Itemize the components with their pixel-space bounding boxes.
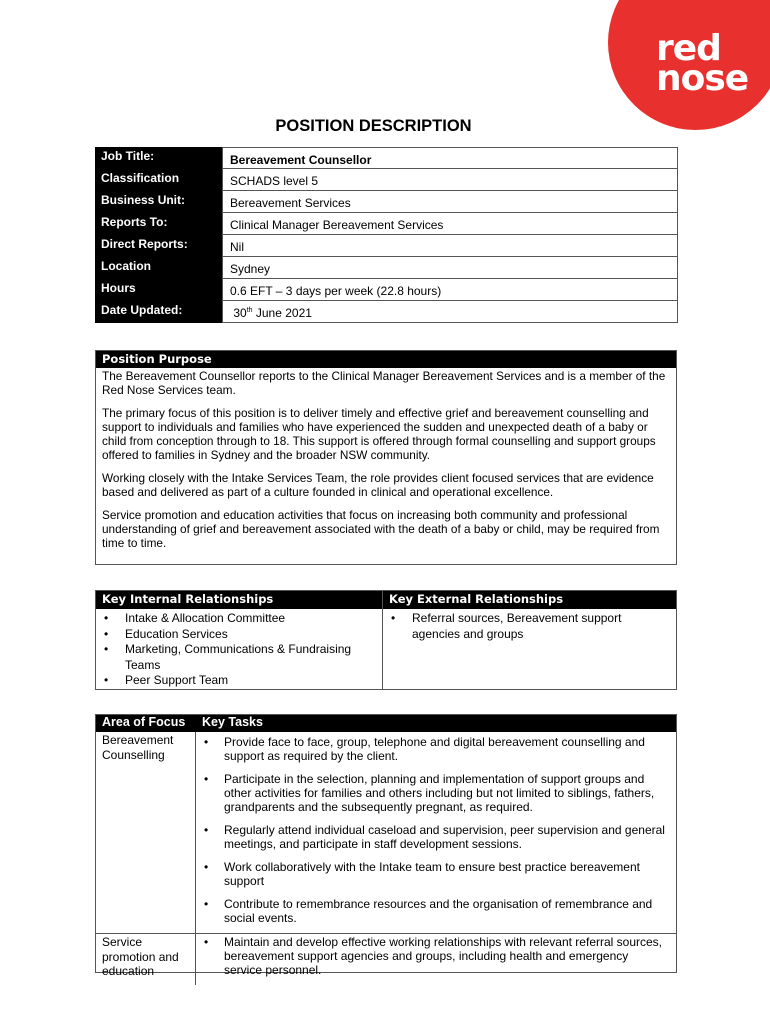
info-value-date: 30th June 2021 <box>222 301 678 323</box>
info-value: SCHADS level 5 <box>222 169 678 191</box>
table-row <box>96 933 676 985</box>
logo-line-2: nose <box>656 58 749 99</box>
list-item: • Peer Support Team <box>96 673 382 689</box>
table-header <box>96 715 676 732</box>
column-header: Key Tasks <box>202 715 263 729</box>
info-value: Sydney <box>222 257 678 279</box>
red-nose-logo <box>608 0 770 130</box>
list-item: • Referral sources, Bereavement support agencies and groups <box>383 611 676 642</box>
info-row-business-unit <box>95 191 678 213</box>
page-title: POSITION DESCRIPTION <box>275 117 472 135</box>
position-info-table <box>95 147 678 323</box>
purpose-paragraph: Working closely with the Intake Services Team, the role provides client focused services that are evidence based and delivered as part of a culture founded in clinical and operational excellence. <box>102 471 654 499</box>
position-purpose-section <box>95 350 677 565</box>
info-row-date-updated <box>95 301 678 323</box>
task-item: • Contribute to remembrance resources and the organisation of remembrance and social events. <box>196 896 676 925</box>
purpose-paragraph: Service promotion and education activities that focus on increasing both community and professional understanding of grief and bereavement associated with the death of a baby or child, may be required from time to time. <box>102 508 660 550</box>
purpose-paragraph: The primary focus of this position is to deliver timely and effective grief and bereavement counselling and support to individuals and families who have experienced the sudden and unexpected death of a baby or child from conception through to 18. This support is offered through formal counselling and support groups offered to families in Sydney and the broader NSW community. <box>102 406 656 462</box>
info-label: Date Updated: <box>95 301 222 323</box>
internal-relationships <box>96 591 383 689</box>
section-heading: Key Internal Relationships <box>96 591 382 609</box>
task-item: • Regularly attend individual caseload and supervision, peer supervision and general meetings, and participate in staff development sessions. <box>196 822 676 851</box>
list-item: • Education Services <box>96 627 382 643</box>
info-label: Reports To: <box>95 213 222 235</box>
info-value: Bereavement Counsellor <box>230 153 372 167</box>
info-row-reports-to <box>95 213 678 235</box>
external-relationships <box>383 591 676 689</box>
purpose-paragraph: The Bereavement Counsellor reports to the Clinical Manager Bereavement Services and is a member of the Red Nose Services team. <box>102 369 666 397</box>
info-label: Classification <box>95 169 222 191</box>
info-row-job-title <box>95 147 678 169</box>
table-row <box>96 732 676 933</box>
area-of-focus: Bereavement Counselling <box>96 732 196 933</box>
logo-line-1: red <box>656 28 721 69</box>
info-row-direct-reports <box>95 235 678 257</box>
list-item: • Intake & Allocation Committee <box>96 611 382 627</box>
info-label: Hours <box>95 279 222 301</box>
task-item: • Maintain and develop effective working relationships with relevant referral sources, bereavement support agencies and groups, including health and emergency service personnel. <box>196 934 676 977</box>
info-row-location <box>95 257 678 279</box>
task-item: • Participate in the selection, planning and implementation of support groups and other activities for families and others including but not limited to siblings, fathers, grandparents and the subsequently pregnant, as required. <box>196 771 676 814</box>
info-label: Direct Reports: <box>95 235 222 257</box>
key-tasks-table <box>95 714 677 978</box>
info-value: Bereavement Services <box>222 191 678 213</box>
list-item: • Marketing, Communications & Fundraising Teams <box>96 642 382 673</box>
area-of-focus: Service promotion and education <box>96 934 196 985</box>
column-header: Area of Focus <box>102 715 186 729</box>
section-heading: Position Purpose <box>96 351 676 368</box>
section-heading: Key External Relationships <box>383 591 676 609</box>
info-label: Location <box>95 257 222 279</box>
info-value: Nil <box>222 235 678 257</box>
info-label: Business Unit: <box>95 191 222 213</box>
info-row-classification <box>95 169 678 191</box>
info-label: Job Title: <box>95 147 222 169</box>
info-value: Clinical Manager Bereavement Services <box>222 213 678 235</box>
info-value: 0.6 EFT – 3 days per week (22.8 hours) <box>222 279 678 301</box>
info-row-hours <box>95 279 678 301</box>
task-item: • Provide face to face, group, telephone and digital bereavement counselling and support as required by the client. <box>196 734 676 763</box>
task-item: • Work collaboratively with the Intake team to ensure best practice bereavement support <box>196 859 676 888</box>
relationships-table <box>95 590 677 690</box>
